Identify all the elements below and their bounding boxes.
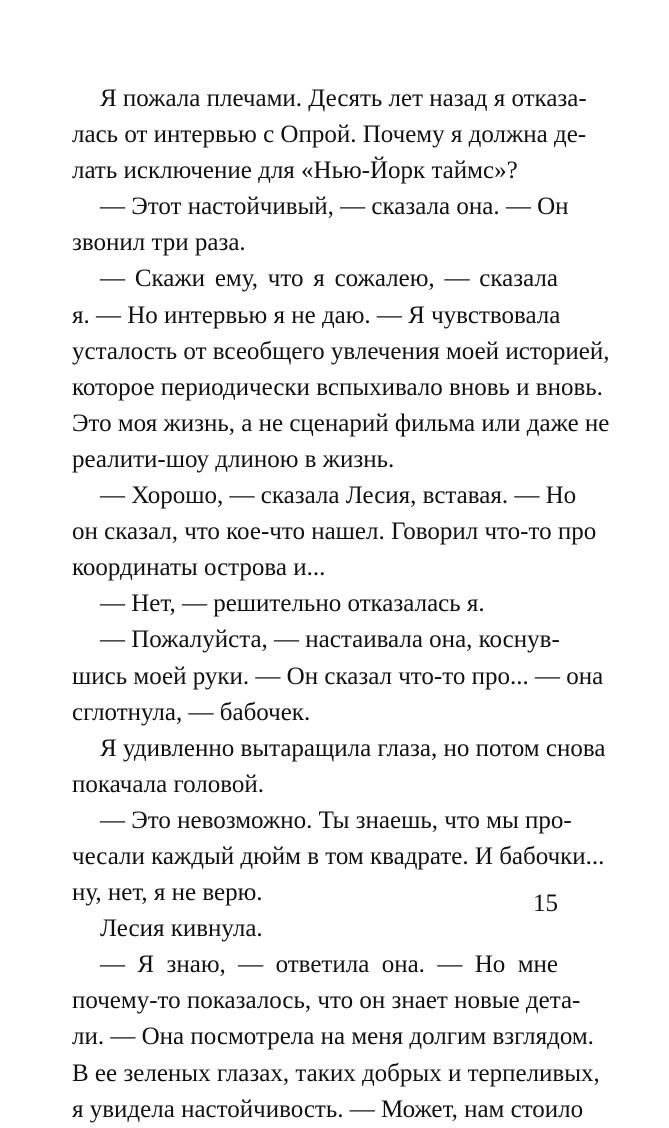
text-line: ли. — Она посмотрела на меня долгим взглядом. — [72, 1023, 594, 1051]
text-line: — Скажи ему, что я сожалею, — сказала — [100, 265, 558, 293]
text-line: он сказал, что кое-что нашел. Говорил что-то про — [72, 518, 597, 546]
text-line: Лесия кивнула. — [100, 915, 263, 943]
text-line: я. — Но интервью я не даю. — Я чувствовала — [72, 301, 561, 329]
text-line: — Хорошо, — сказала Лесия, вставая. — Но — [100, 482, 577, 510]
text-line: — Я знаю, — ответила она. — Но мне — [100, 951, 558, 979]
text-line: Я удивленно вытаращила глаза, но потом снова — [100, 734, 606, 762]
text-line: Это моя жизнь, а не сценарий фильма или даже не — [72, 409, 610, 437]
page-number: 15 — [533, 890, 558, 917]
text-line: координаты острова и... — [72, 554, 326, 582]
text-line: В ее зеленых глазах, таких добрых и терпеливых, — [72, 1059, 600, 1087]
text-line: ну, нет, я не верю. — [72, 879, 263, 907]
text-line: — Нет, — решительно отказалась я. — [100, 590, 485, 618]
text-line: Я пожала плечами. Десять лет назад я отказа- — [100, 85, 587, 112]
text-line: покачала головой. — [72, 770, 264, 798]
text-line: шись моей руки. — Он сказал что-то про... — она — [72, 662, 604, 690]
text-line: усталость от всеобщего увлечения моей историей, — [72, 337, 610, 365]
text-line: реалити-шоу длиною в жизнь. — [72, 445, 395, 473]
text-line: — Это невозможно. Ты знаешь, что мы про- — [100, 806, 572, 834]
text-line: — Этот настойчивый, — сказала она. — Он — [100, 193, 569, 221]
text-line: чесали каждый дюйм в том квадрате. И бабочки... — [72, 842, 605, 870]
body-text — [72, 81, 610, 1128]
text-line: лась от интервью с Опрой. Почему я должна де- — [72, 121, 587, 149]
text-line: — Пожалуйста, — настаивала она, коснув- — [100, 626, 560, 654]
text-line: сглотнула, — бабочек. — [72, 698, 311, 726]
text-line: которое периодически вспыхивало вновь и вновь. — [72, 373, 603, 401]
text-line: лать исключение для «Нью-Йорк таймс»? — [72, 157, 518, 185]
text-line: звонил три раза. — [72, 229, 246, 257]
text-line: почему-то показалось, что он знает новые дета- — [72, 987, 581, 1015]
text-line: я увидела настойчивость. — Может, нам стоило — [72, 1095, 584, 1123]
